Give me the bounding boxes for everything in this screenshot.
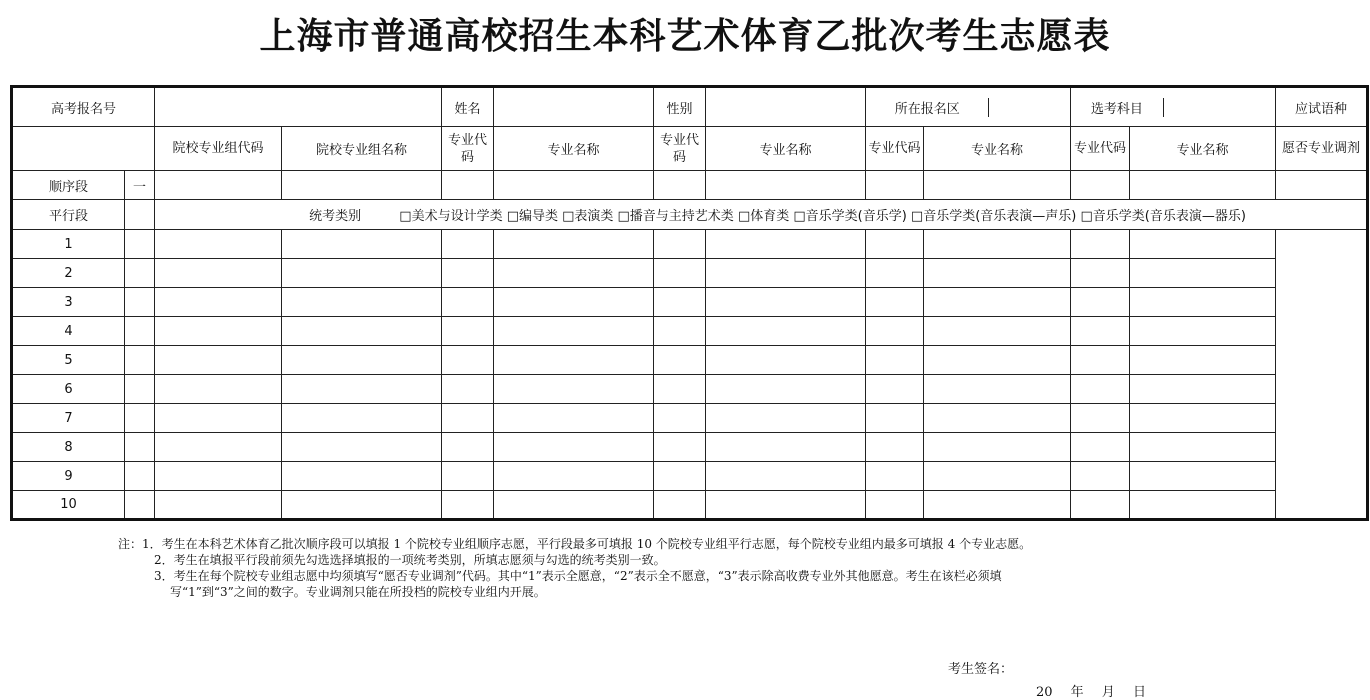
parallel-row <box>12 288 1368 317</box>
major-code-field[interactable] <box>706 288 866 317</box>
major-name-field[interactable] <box>924 171 1071 200</box>
major-name-field[interactable] <box>1071 375 1130 404</box>
major-name-field[interactable] <box>442 375 494 404</box>
major-code-field[interactable] <box>494 491 654 520</box>
major-code-field[interactable] <box>442 171 494 200</box>
major-name-field[interactable] <box>1071 491 1130 520</box>
parallel-row <box>12 317 1368 346</box>
adjust-field[interactable] <box>1130 317 1276 346</box>
parallel-row <box>12 462 1368 491</box>
major-code-header-1: 专业代码 <box>442 127 494 171</box>
major-name-field[interactable] <box>1071 346 1130 375</box>
major-code-field[interactable] <box>282 375 442 404</box>
group-name-field[interactable] <box>155 375 282 404</box>
gender-field[interactable] <box>706 87 866 127</box>
major-code-field[interactable] <box>494 375 654 404</box>
signature-label: 考生签名： <box>948 662 1014 677</box>
major-name-header-1: 专业名称 <box>494 127 654 171</box>
name-field[interactable] <box>494 87 654 127</box>
category-label: 统考类别 <box>309 209 362 224</box>
major-name-field[interactable] <box>442 288 494 317</box>
form-title: 上海市普通高校招生本科艺术体育乙批次考生志愿表 <box>259 15 1111 57</box>
major-name-field[interactable] <box>706 171 866 200</box>
major-code-field[interactable] <box>706 433 866 462</box>
adjust-field[interactable] <box>1130 404 1276 433</box>
adjust-field[interactable] <box>1130 346 1276 375</box>
blank-header <box>12 127 155 171</box>
major-code-field[interactable] <box>866 171 924 200</box>
subject-cell[interactable] <box>1071 87 1276 127</box>
major-code-field[interactable] <box>1071 171 1130 200</box>
adjust-field[interactable] <box>1276 171 1368 200</box>
group-code-field[interactable] <box>125 317 155 346</box>
group-code-field[interactable] <box>125 259 155 288</box>
major-name-field[interactable] <box>866 230 924 259</box>
category-index-blank <box>125 200 155 230</box>
major-name-field[interactable] <box>494 171 654 200</box>
parallel-row <box>12 404 1368 433</box>
major-code-header-4: 专业代码 <box>1071 127 1130 171</box>
adjust-field[interactable] <box>1130 259 1276 288</box>
group-name-field[interactable] <box>155 259 282 288</box>
subject-label: 选考科目 <box>1071 98 1164 117</box>
group-name-field[interactable] <box>155 404 282 433</box>
major-code-field[interactable] <box>494 433 654 462</box>
major-name-field[interactable] <box>1071 317 1130 346</box>
major-code-field[interactable] <box>282 491 442 520</box>
major-name-field[interactable] <box>866 317 924 346</box>
major-code-field[interactable] <box>924 375 1071 404</box>
major-name-field[interactable] <box>1071 259 1130 288</box>
major-code-field[interactable] <box>282 462 442 491</box>
major-code-field[interactable] <box>282 346 442 375</box>
major-code-field[interactable] <box>654 171 706 200</box>
district-cell[interactable] <box>866 87 1071 127</box>
major-name-field[interactable] <box>654 462 706 491</box>
sequential-label: 顺序段 <box>12 171 125 200</box>
group-name-header: 院校专业组名称 <box>282 127 442 171</box>
major-name-field[interactable] <box>654 491 706 520</box>
group-code-field[interactable] <box>125 375 155 404</box>
major-name-field[interactable] <box>654 230 706 259</box>
major-name-field[interactable] <box>442 317 494 346</box>
parallel-row-index: 2 <box>12 259 125 288</box>
parallel-row-index: 1 <box>12 230 125 259</box>
note-2: 2．考生在填报平行段前须先勾选选择填报的一项统考类别，所填志愿须与勾选的统考类别一致。 <box>154 553 666 567</box>
group-code-field[interactable] <box>125 462 155 491</box>
parallel-row <box>12 230 1368 259</box>
major-code-field[interactable] <box>706 346 866 375</box>
major-name-field[interactable] <box>866 491 924 520</box>
header-row <box>12 87 1368 127</box>
group-code-field[interactable] <box>125 346 155 375</box>
major-code-field[interactable] <box>924 462 1071 491</box>
major-name-field[interactable] <box>1071 462 1130 491</box>
adjust-field[interactable] <box>1130 433 1276 462</box>
major-code-field[interactable] <box>706 491 866 520</box>
major-code-field[interactable] <box>706 375 866 404</box>
major-name-field[interactable] <box>442 404 494 433</box>
major-code-field[interactable] <box>494 404 654 433</box>
district-field[interactable] <box>989 98 1070 117</box>
major-code-header-3: 专业代码 <box>866 127 924 171</box>
language-label: 应试语种 <box>1276 87 1368 127</box>
major-code-field[interactable] <box>706 259 866 288</box>
parallel-row <box>12 346 1368 375</box>
group-code-field[interactable] <box>125 288 155 317</box>
adjust-field[interactable] <box>1130 288 1276 317</box>
major-code-header-2: 专业代码 <box>654 127 706 171</box>
group-name-field[interactable] <box>155 491 282 520</box>
group-name-field[interactable] <box>155 433 282 462</box>
major-name-header-2: 专业名称 <box>706 127 866 171</box>
major-code-field[interactable] <box>282 433 442 462</box>
parallel-row-index: 4 <box>12 317 125 346</box>
district-label: 所在报名区 <box>866 98 989 117</box>
major-code-field[interactable] <box>494 317 654 346</box>
major-name-field[interactable] <box>654 317 706 346</box>
group-code-field[interactable] <box>125 230 155 259</box>
parallel-row-index: 6 <box>12 375 125 404</box>
parallel-row-index: 8 <box>12 433 125 462</box>
major-code-field[interactable] <box>924 317 1071 346</box>
major-name-field[interactable] <box>1071 230 1130 259</box>
note-3: 3．考生在每个院校专业组志愿中均须填写“愿否专业调剂”代码。其中“1”表示全愿意，“2”表示全不愿意，“3”表示除高收费专业外其他愿意。考生在该栏必须填 <box>154 569 1002 583</box>
adjust-field[interactable] <box>1130 491 1276 520</box>
major-name-field[interactable] <box>1071 433 1130 462</box>
major-name-field[interactable] <box>1071 404 1130 433</box>
major-name-field[interactable] <box>442 346 494 375</box>
parallel-row-index: 7 <box>12 404 125 433</box>
major-code-field[interactable] <box>924 346 1071 375</box>
parallel-label: 平行段 <box>12 200 125 230</box>
parallel-row-index: 10 <box>12 491 125 520</box>
major-code-field[interactable] <box>706 230 866 259</box>
adjust-header: 愿否专业调剂 <box>1276 127 1368 171</box>
exam-no-boxes[interactable] <box>155 87 442 127</box>
major-code-field[interactable] <box>494 288 654 317</box>
major-name-field[interactable] <box>654 433 706 462</box>
major-name-field[interactable] <box>866 404 924 433</box>
major-name-header-4: 专业名称 <box>1130 127 1276 171</box>
note-3-cont: 写“1”到“3”之间的数字。专业调剂只能在所投档的院校专业组内开展。 <box>170 585 546 599</box>
major-name-field[interactable] <box>654 404 706 433</box>
major-name-header-3: 专业名称 <box>924 127 1071 171</box>
major-code-field[interactable] <box>924 288 1071 317</box>
major-name-field[interactable] <box>442 491 494 520</box>
category-options[interactable] <box>155 200 1368 230</box>
sequential-index: 一 <box>125 171 155 200</box>
parallel-row <box>12 259 1368 288</box>
major-name-field[interactable] <box>866 462 924 491</box>
application-form-table <box>10 85 1369 521</box>
group-name-field[interactable] <box>155 230 282 259</box>
major-name-field[interactable] <box>442 259 494 288</box>
major-name-field[interactable] <box>442 462 494 491</box>
major-name-field[interactable] <box>866 375 924 404</box>
major-code-field[interactable] <box>924 491 1071 520</box>
major-name-field[interactable] <box>654 259 706 288</box>
major-code-field[interactable] <box>494 230 654 259</box>
major-name-field[interactable] <box>866 288 924 317</box>
name-label: 姓名 <box>442 87 494 127</box>
adjust-field[interactable] <box>1130 230 1276 259</box>
major-code-field[interactable] <box>282 404 442 433</box>
major-name-field[interactable] <box>866 259 924 288</box>
major-name-field[interactable] <box>654 288 706 317</box>
major-code-field[interactable] <box>282 317 442 346</box>
parallel-row-index: 5 <box>12 346 125 375</box>
adjust-field[interactable] <box>1130 462 1276 491</box>
major-code-field[interactable] <box>924 230 1071 259</box>
major-name-field[interactable] <box>1071 288 1130 317</box>
parallel-row-index: 9 <box>12 462 125 491</box>
major-name-field[interactable] <box>654 346 706 375</box>
major-code-field[interactable] <box>924 404 1071 433</box>
major-name-field[interactable] <box>654 375 706 404</box>
major-name-field[interactable] <box>866 346 924 375</box>
major-code-field[interactable] <box>924 259 1071 288</box>
parallel-row <box>12 491 1368 520</box>
notes <box>118 536 1031 600</box>
adjust-field[interactable] <box>1130 375 1276 404</box>
major-code-field[interactable] <box>282 259 442 288</box>
major-name-field[interactable] <box>866 433 924 462</box>
major-name-field[interactable] <box>442 433 494 462</box>
category-checkboxes[interactable]: □美术与设计学类 □编导类 □表演类 □播音与主持艺术类 □体育类 □音乐学类(音乐学) □音乐学类(音乐表演—声乐) □音乐学类(音乐表演—器乐) <box>399 209 1246 224</box>
gender-label: 性别 <box>654 87 706 127</box>
parallel-row <box>12 433 1368 462</box>
major-code-field[interactable] <box>494 462 654 491</box>
major-code-field[interactable] <box>282 288 442 317</box>
sequential-row <box>12 171 1368 200</box>
exam-no-label: 高考报名号 <box>12 87 155 127</box>
major-name-field[interactable] <box>442 230 494 259</box>
major-name-field[interactable] <box>1130 171 1276 200</box>
major-code-field[interactable] <box>494 346 654 375</box>
group-code-field[interactable] <box>155 171 282 200</box>
major-code-field[interactable] <box>706 404 866 433</box>
major-code-field[interactable] <box>282 230 442 259</box>
major-code-field[interactable] <box>706 462 866 491</box>
parallel-row <box>12 375 1368 404</box>
parallel-category-row <box>12 200 1368 230</box>
group-name-field[interactable] <box>155 346 282 375</box>
group-name-field[interactable] <box>155 317 282 346</box>
group-code-header: 院校专业组代码 <box>155 127 282 171</box>
major-code-field[interactable] <box>924 433 1071 462</box>
group-code-field[interactable] <box>125 404 155 433</box>
group-code-field[interactable] <box>125 433 155 462</box>
major-code-field[interactable] <box>494 259 654 288</box>
note-1: 注：1．考生在本科艺术体育乙批次顺序段可以填报 1 个院校专业组顺序志愿，平行段最多可填报 10 个院校专业组平行志愿，每个院校专业组内最多可填报 4 个专业志愿。 <box>118 537 1032 551</box>
group-name-field[interactable] <box>155 462 282 491</box>
group-name-field[interactable] <box>282 171 442 200</box>
major-code-field[interactable] <box>706 317 866 346</box>
group-code-field[interactable] <box>125 491 155 520</box>
group-name-field[interactable] <box>155 288 282 317</box>
parallel-row-index: 3 <box>12 288 125 317</box>
date-line: 20 年 月 日 <box>1036 685 1146 700</box>
column-header-row <box>12 127 1368 171</box>
